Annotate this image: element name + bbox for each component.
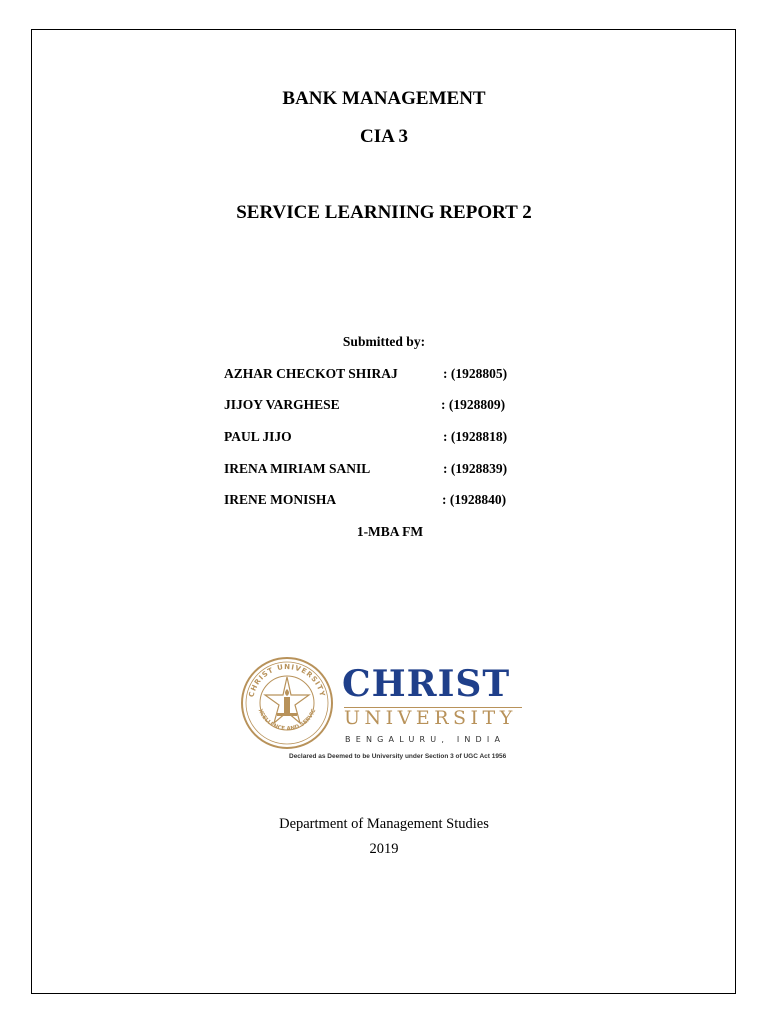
university-logo <box>239 655 529 767</box>
member-row <box>224 397 544 417</box>
class-label: 1-MBA FM <box>356 524 424 539</box>
member-row <box>224 366 544 386</box>
report-title: SERVICE LEARNIING REPORT 2 <box>236 202 532 223</box>
university-seal-icon <box>239 655 335 751</box>
member-row <box>224 492 544 512</box>
member-name: IRENA MIRIAM SANIL <box>224 461 371 476</box>
member-id: : (1928818) <box>443 429 508 444</box>
assessment-title: CIA 3 <box>359 126 409 147</box>
member-name: AZHAR CHECKOT SHIRAJ <box>224 366 398 381</box>
member-id: : (1928809) <box>441 397 506 412</box>
member-name: IRENE MONISHA <box>224 492 337 507</box>
logo-name: CHRIST <box>342 663 511 705</box>
department-label: Department of Management Studies <box>279 816 489 832</box>
member-id: : (1928839) <box>443 461 508 476</box>
year-label: 2019 <box>369 841 399 857</box>
member-name: PAUL JIJO <box>224 429 292 444</box>
member-name: JIJOY VARGHESE <box>224 397 340 412</box>
svg-text:CHRIST UNIVERSITY: CHRIST UNIVERSITY <box>247 662 327 698</box>
member-row <box>224 461 544 481</box>
logo-declaration: Declared as Deemed to be University under Section 3 of UGC Act 1956 <box>289 753 507 760</box>
submitted-by-label: Submitted by: <box>342 334 426 349</box>
logo-location: BENGALURU, INDIA <box>345 735 506 744</box>
member-id: : (1928805) <box>443 366 508 381</box>
member-id: : (1928840) <box>442 492 507 507</box>
course-title: BANK MANAGEMENT <box>282 88 486 109</box>
logo-subtitle: UNIVERSITY <box>344 707 517 729</box>
svg-text:EXCELLENCE AND SERVICE: XCELLENCE AND SERVIC <box>256 708 318 733</box>
member-row <box>224 429 544 449</box>
